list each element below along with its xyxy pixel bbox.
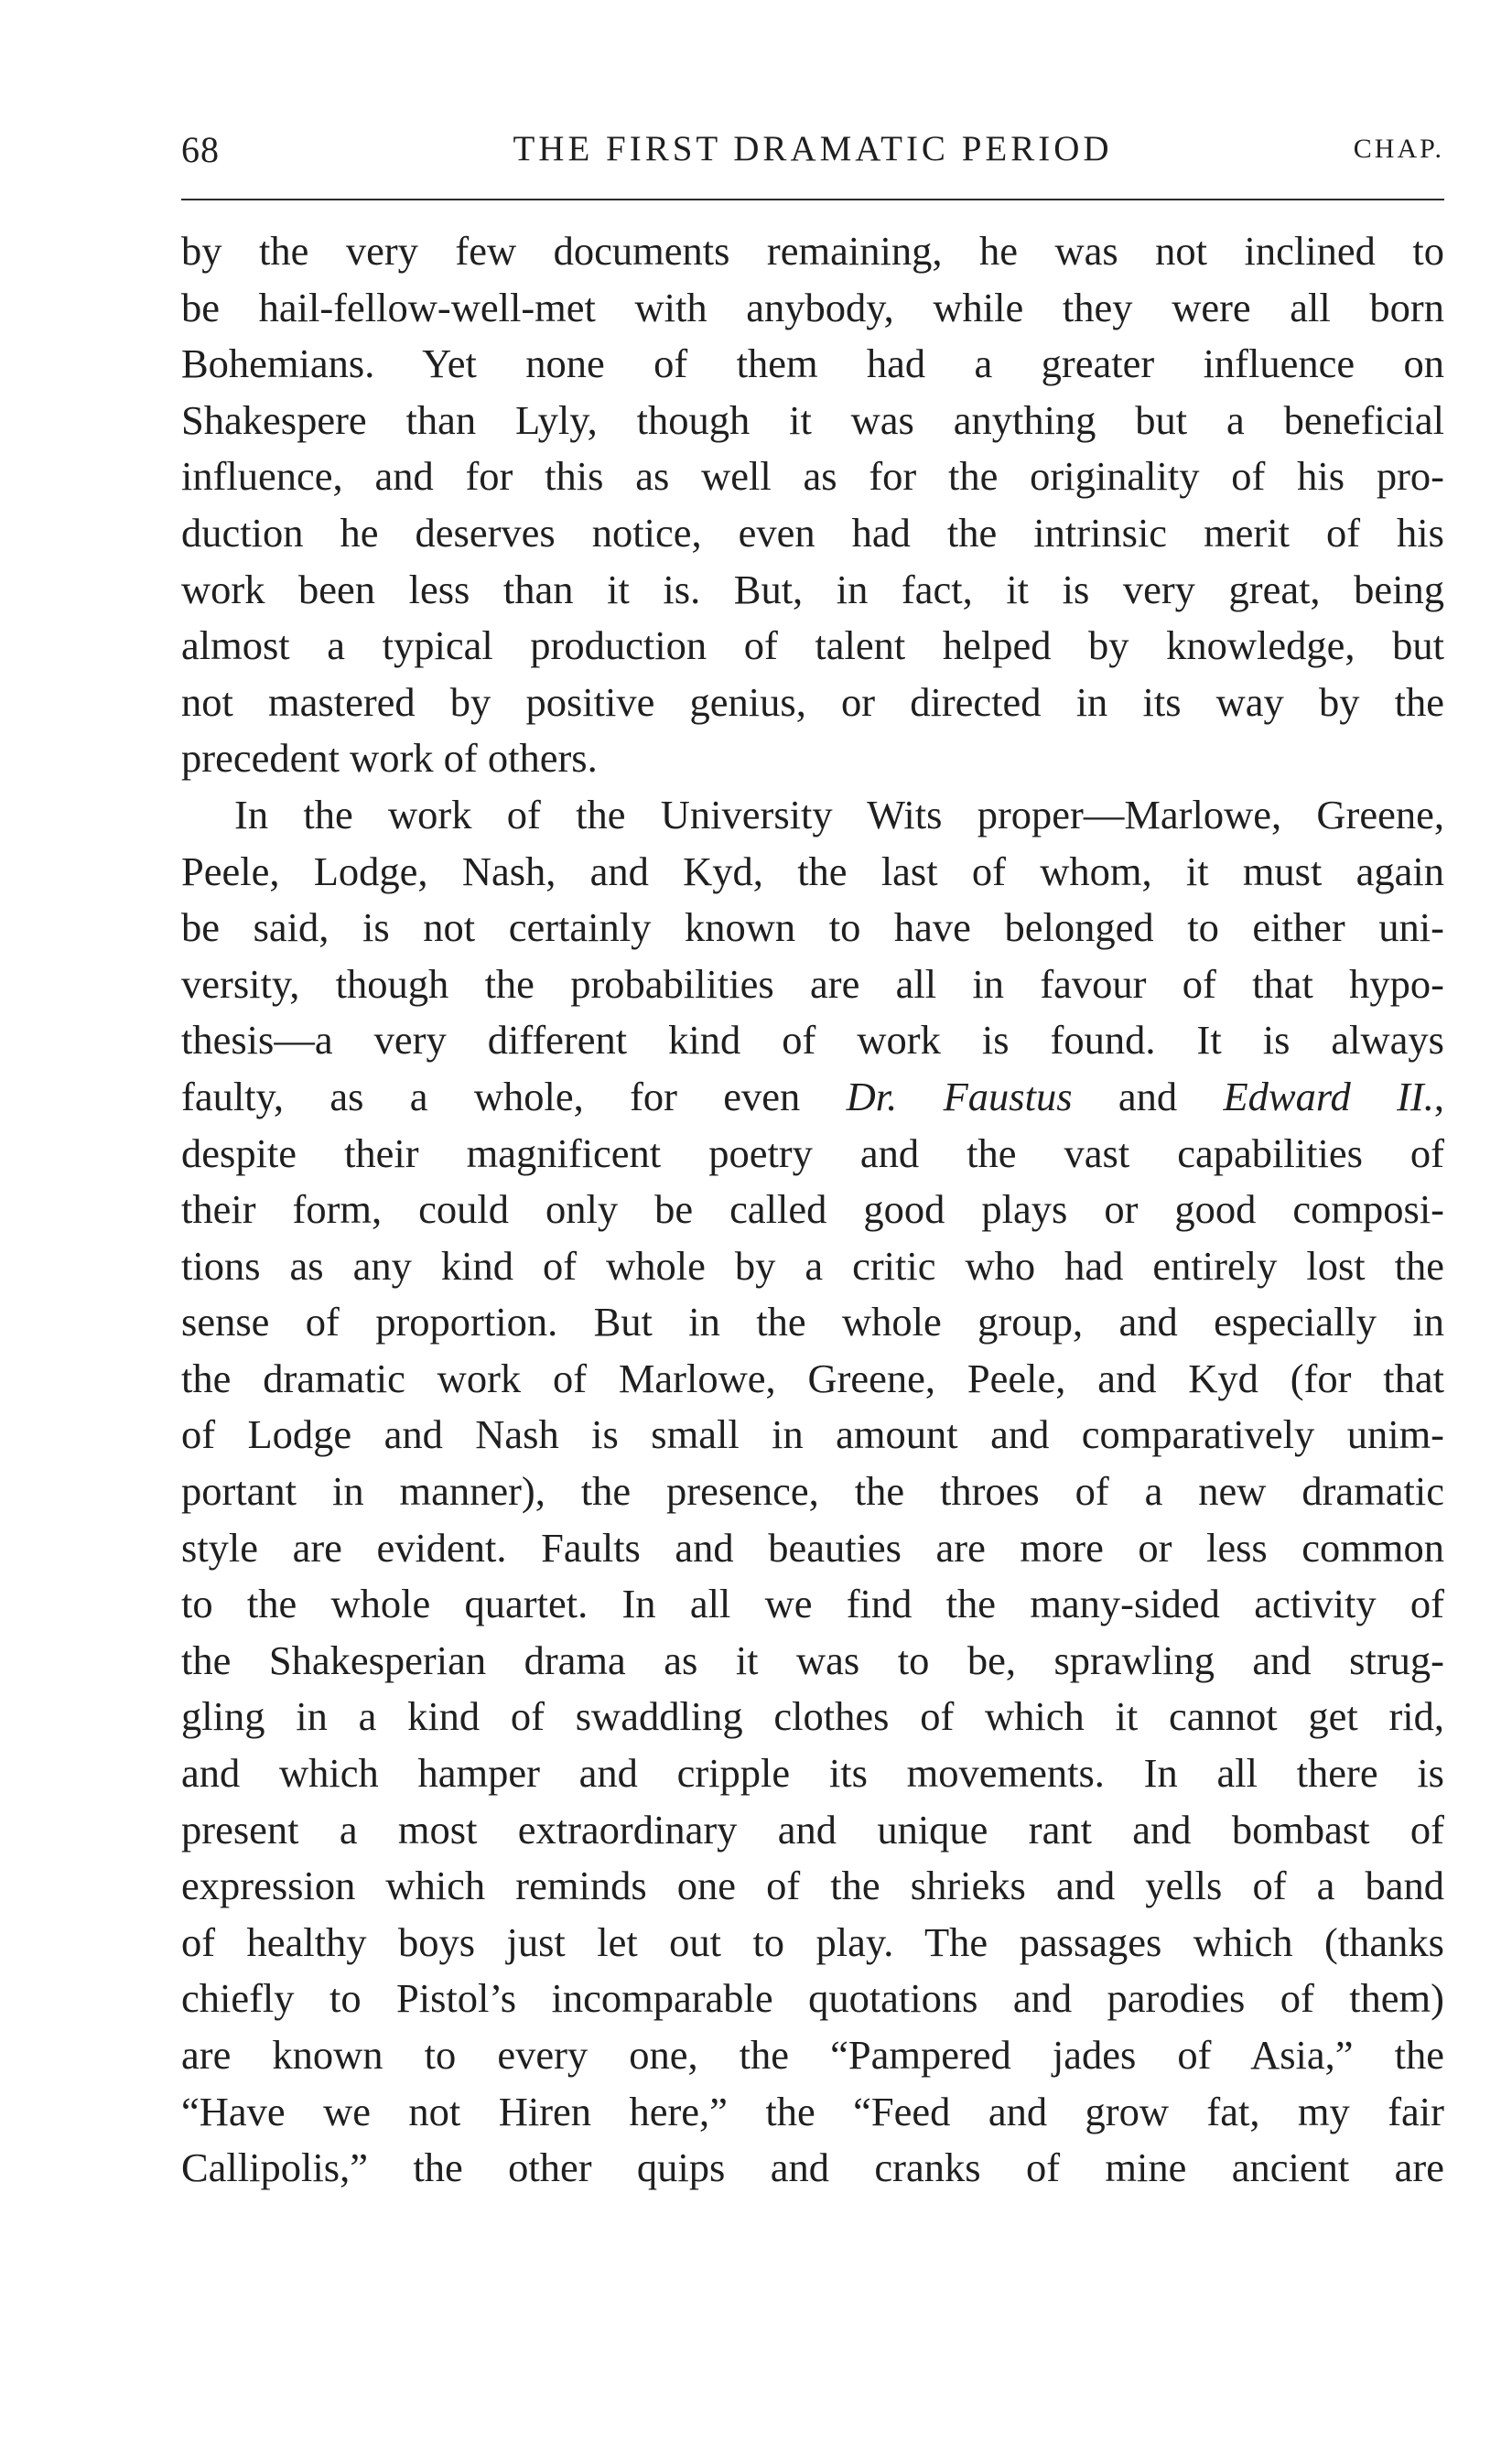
text-line: present a most extraordinary and unique rant and bombast of	[181, 1806, 1444, 1853]
text-line: the Shakesperian drama as it was to be, sprawling and strug-	[181, 1637, 1444, 1683]
paragraph-end-line: precedent work of others.	[181, 735, 598, 782]
page-number: 68	[181, 129, 220, 170]
body-text	[181, 223, 1444, 2197]
italic-title: Edward II.	[1223, 1073, 1434, 1119]
text-line: Shakespere than Lyly, though it was anything but a beneficial	[181, 396, 1444, 443]
chapter-label: CHAP.	[1353, 134, 1444, 164]
text-line: thesis—a very different kind of work is found. It is always	[181, 1017, 1444, 1064]
text-line: work been less than it is. But, in fact, it is very great, being	[181, 566, 1444, 612]
text-line: of Lodge and Nash is small in amount and comparatively unim-	[181, 1411, 1444, 1458]
running-title: THE FIRST DRAMATIC PERIOD	[513, 129, 1113, 168]
text-line: duction he deserves notice, even had the intrinsic merit of his	[181, 509, 1444, 556]
text-line: almost a typical production of talent helped by knowledge, but	[181, 622, 1444, 669]
text-line: the dramatic work of Marlowe, Greene, Peele, and Kyd (for that	[181, 1355, 1444, 1401]
text-line: to the whole quartet. In all we find the many-sided activity of	[181, 1581, 1444, 1627]
paragraph-start-line: In the work of the University Wits proper—Marlowe, Greene,	[234, 791, 1444, 837]
text-line: not mastered by positive genius, or directed in its way by the	[181, 678, 1444, 725]
text-line: portant in manner), the presence, the throes of a new dramatic	[181, 1468, 1444, 1515]
text-line: versity, though the probabilities are all in favour of that hypo-	[181, 960, 1444, 1007]
text-run: and	[1072, 1073, 1224, 1119]
text-line: style are evident. Faults and beauties are more or less common	[181, 1524, 1444, 1571]
running-head	[181, 128, 1444, 183]
text-line: Callipolis,” the other quips and cranks of mine ancient are	[181, 2144, 1444, 2191]
text-line: their form, could only be called good plays or good composi-	[181, 1186, 1444, 1233]
text-run: faulty, as a whole, for even	[181, 1073, 847, 1119]
text-line: of healthy boys just let out to play. The passages which (thanks	[181, 1918, 1444, 1965]
text-line: Bohemians. Yet none of them had a greater influence on	[181, 340, 1444, 387]
text-line: influence, and for this as well as for the originality of his pro-	[181, 453, 1444, 500]
italic-title: Dr. Faustus	[846, 1073, 1073, 1119]
text-line: be hail-fellow-well-met with anybody, while they were all born	[181, 284, 1444, 330]
text-line: despite their magnificent poetry and the vast capabilities of	[181, 1129, 1444, 1176]
text-line-with-titles	[181, 1069, 1444, 1126]
text-run: ,	[1433, 1073, 1445, 1119]
text-line: tions as any kind of whole by a critic who had entirely lost the	[181, 1242, 1444, 1289]
text-line: chiefly to Pistol’s incomparable quotations and parodies of them)	[181, 1975, 1444, 2022]
text-line: by the very few documents remaining, he was not inclined to	[181, 228, 1444, 274]
text-line: sense of proportion. But in the whole group, and especially in	[181, 1299, 1444, 1345]
text-line: and which hamper and cripple its movements. In all there is	[181, 1750, 1444, 1797]
text-line: expression which reminds one of the shrieks and yells of a band	[181, 1863, 1444, 1909]
text-line: be said, is not certainly known to have belonged to either uni-	[181, 904, 1444, 951]
text-line: Peele, Lodge, Nash, and Kyd, the last of whom, it must again	[181, 848, 1444, 894]
text-line: “Have we not Hiren here,” the “Feed and grow fat, my fair	[181, 2088, 1444, 2134]
header-rule	[181, 199, 1444, 200]
text-line: are known to every one, the “Pampered jades of Asia,” the	[181, 2032, 1444, 2078]
text-line: gling in a kind of swaddling clothes of which it cannot get rid,	[181, 1693, 1444, 1740]
